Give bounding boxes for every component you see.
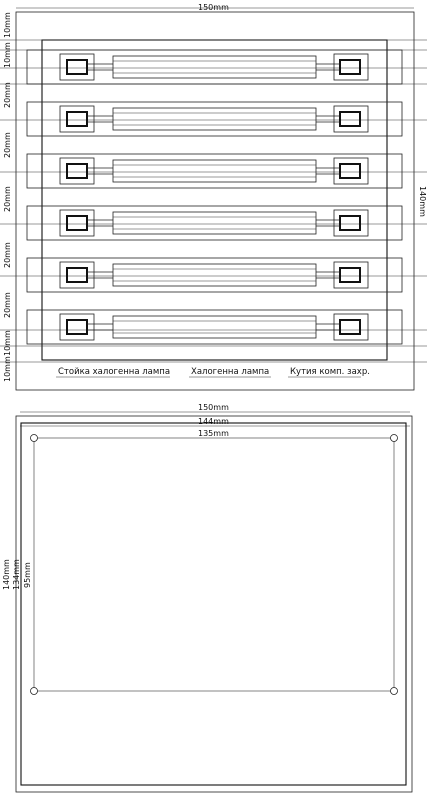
- bottom-hole-height-label: 95mm: [23, 562, 32, 588]
- left-lamp-holder: [60, 210, 94, 236]
- mounting-hole: [31, 435, 38, 442]
- lamp-row-band: [27, 258, 402, 292]
- left-holder-socket: [67, 60, 87, 74]
- row-gap-labels: [3, 12, 12, 382]
- left-holder-socket: [67, 320, 87, 334]
- gap-label: 20mm: [3, 186, 12, 212]
- lamp-row-band: [27, 310, 402, 344]
- gap-label: 10mm: [3, 356, 12, 382]
- lamp-row-band: [27, 154, 402, 188]
- right-holder-socket: [340, 60, 360, 74]
- right-holder-socket: [340, 216, 360, 230]
- bottom-view: [2, 403, 412, 792]
- left-lamp-holder: [60, 262, 94, 288]
- mounting-hole: [391, 688, 398, 695]
- bottom-frame-height-label: 134mm: [12, 559, 21, 590]
- caption-halogen-lamp: Халогенна лампа: [191, 367, 270, 377]
- halogen-lamp-tube: [113, 108, 316, 130]
- top-view: [0, 3, 427, 390]
- top-view-height-label: 140mm: [418, 186, 427, 217]
- bottom-outer-width-label: 150mm: [198, 403, 229, 412]
- top-view-width-label: 150mm: [198, 3, 229, 12]
- left-holder-socket: [67, 164, 87, 178]
- bottom-hole-width-label: 135mm: [198, 429, 229, 438]
- lamp-row-band: [27, 102, 402, 136]
- right-holder-socket: [340, 164, 360, 178]
- halogen-lamp-tube: [113, 160, 316, 182]
- left-holder-socket: [67, 268, 87, 282]
- left-holder-socket: [67, 216, 87, 230]
- right-holder-socket: [340, 320, 360, 334]
- gap-label: 10mm: [3, 12, 12, 38]
- lamp-box-frame: [42, 40, 387, 360]
- caption-component-box: Кутия комп. захр.: [290, 367, 370, 377]
- caption-lamp-holder: Стойка халогенна лампа: [58, 367, 171, 377]
- mounting-hole: [31, 688, 38, 695]
- bottom-frame-width-label: 144mm: [198, 417, 229, 426]
- right-holder-socket: [340, 268, 360, 282]
- gap-label: 20mm: [3, 132, 12, 158]
- halogen-lamp-tube: [113, 56, 316, 78]
- gap-label: 20mm: [3, 82, 12, 108]
- lamp-row-band: [27, 206, 402, 240]
- left-holder-socket: [67, 112, 87, 126]
- gap-label: 10mm: [3, 330, 12, 356]
- left-lamp-holder: [60, 54, 94, 80]
- left-lamp-holder: [60, 158, 94, 184]
- gap-label: 10mm: [3, 42, 12, 68]
- bottom-plate-outer: [16, 416, 412, 792]
- lamp-rows: [27, 50, 402, 344]
- halogen-lamp-tube: [113, 264, 316, 286]
- left-lamp-holder: [60, 106, 94, 132]
- left-lamp-holder: [60, 314, 94, 340]
- mounting-hole-pattern: [34, 438, 394, 691]
- gap-label: 20mm: [3, 242, 12, 268]
- gap-label: 20mm: [3, 292, 12, 318]
- bottom-plate-frame: [21, 423, 406, 785]
- lamp-row-band: [27, 50, 402, 84]
- bottom-outer-height-label: 140mm: [2, 559, 11, 590]
- mounting-hole: [391, 435, 398, 442]
- right-holder-socket: [340, 112, 360, 126]
- halogen-lamp-tube: [113, 316, 316, 338]
- halogen-lamp-tube: [113, 212, 316, 234]
